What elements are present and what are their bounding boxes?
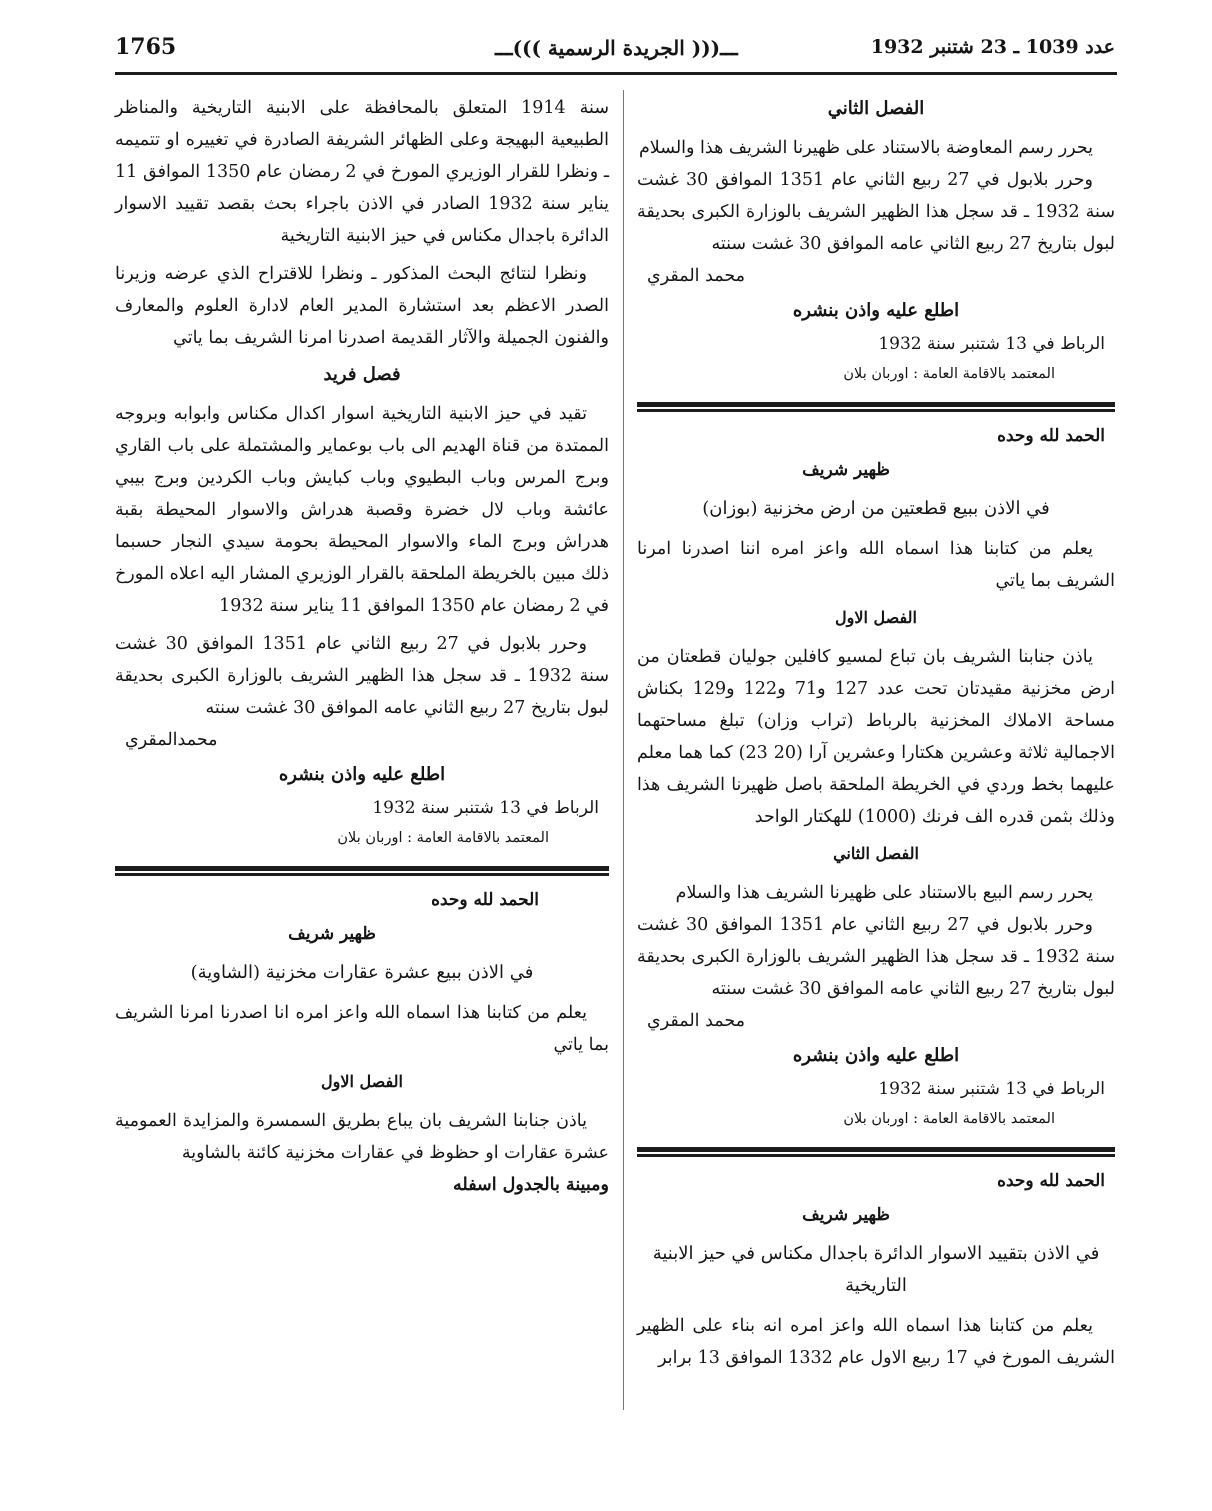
gazette-title: ـــ((( الجريدة الرسمية )))ـــ [495, 36, 738, 60]
written-at: وحرر بلابول في 27 ربيع الثاني عام 1351 الموافق 30 غشت سنة 1932 ـ قد سجل هذا الظهير الشريف بالوزارة الكبرى بحديقة لبول بتاريخ 27 ربيع الثاني عامه الموافق 30 غشت سنته [637, 915, 1115, 999]
section-divider [115, 866, 609, 873]
article-text: ياذن جنابنا الشريف بان يباع بطريق السمسرة والمزايدة العمومية عشرة عقارات او حظوظ في عقارات مخزنية كائنة بالشاوية [115, 1111, 609, 1163]
page-header [115, 36, 1115, 70]
section-heading: الفصل الاول [835, 608, 917, 627]
resident-general: المعتمد بالاقامة العامة : اوربان بلان [843, 1111, 1055, 1127]
approval-note: اطلع عليه واذن بنشره [792, 1045, 960, 1066]
written-at: وحرر بلابول في 27 ربيع الثاني عام 1351 الموافق 30 غشت سنة 1932 ـ قد سجل هذا الظهير الشريف بالوزارة الكبرى بحديقة لبول بتاريخ 27 ربيع الثاني عامه الموافق 30 غشت سنته [637, 170, 1115, 254]
section-divider [637, 1147, 1115, 1154]
approval-note: اطلع عليه واذن بنشره [278, 764, 446, 785]
section-heading: الفصل الثاني [833, 844, 919, 863]
dahir-subject: في الاذن بتقييد الاسوار الدائرة باجدال مكناس في حيز الابنية التاريخية [652, 1243, 1100, 1296]
dahir-intro: يعلم من كتابنا هذا اسماه الله واعز امره انه بناء على الظهير الشريف المورخ في 17 ربيع الاول عام 1332 الموافق 13 برابر [637, 1316, 1115, 1368]
section-divider [637, 402, 1115, 409]
resident-general: المعتمد بالاقامة العامة : اوربان بلان [337, 830, 549, 846]
article-text: يحرر رسم المعاوضة بالاستناد على ظهيرنا الشريف هذا والسلام [638, 138, 1093, 158]
dahir-intro: يعلم من كتابنا هذا اسماه الله واعز امره انا اصدرنا امرنا الشريف بما ياتي [115, 1003, 609, 1055]
dahir-intro: يعلم من كتابنا هذا اسماه الله واعز امره اننا اصدرنا امرنا الشريف بما ياتي [637, 539, 1115, 591]
signatory: محمدالمقري [125, 730, 218, 750]
dahir-subject: في الاذن ببيع قطعتين من ارض مخزنية (بوزان) [702, 498, 1050, 519]
place-date: الرباط في 13 شتنبر سنة 1932 [878, 1079, 1105, 1099]
place-date: الرباط في 13 شتنبر سنة 1932 [878, 334, 1105, 354]
page-number: 1765 [115, 34, 177, 60]
article-text: ونظرا لنتائج البحث المذكور ـ ونظرا للاقتراح الذي عرضه وزيرنا الصدر الاعظم بعد استشارة المدير العام لادارة العلوم والمعارف والفنون الجميلة والآثار القديمة اصدرنا امرنا الشريف بما ياتي [115, 264, 609, 348]
signature-line [115, 724, 609, 756]
place-date: الرباط في 13 شتنبر سنة 1932 [372, 798, 599, 818]
dahir-subject: في الاذن ببيع عشرة عقارات مخزنية (الشاوية) [190, 962, 534, 983]
invocation: الحمد لله وحده [997, 426, 1105, 446]
article-text: تقيد في حيز الابنية التاريخية اسوار اكدال مكناس وابوابه وبروجه الممتدة من قناة الهديم الى باب بوعماير والمشتملة على باب القاري وبرج المرس وباب البطيوي وباب كبايش وباب الكردين وبرج بيبي عائشة وباب لال خضرة وقصبة هدراش والاسوار المحيطة بقبة هدراش وبرج الماء والاسوار المحيطة بحومة سيدي النجار حسبما ذلك مبين بالخريطة الملحقة بالقرار الوزيري المشار اليه اعلاه المورخ في 2 رمضان عام 1350 الموافق 11 يناير سنة 1932 [115, 404, 609, 616]
signatory: محمد المقري [647, 1011, 746, 1031]
signature-line [637, 260, 1115, 292]
article-text: ياذن جنابنا الشريف بان تباع لمسيو كافلين جوليان قطعتان من ارض مخزنية مقيدتان تحت عدد 127 و71 و122 و129 بكناش مساحة الاملاك المخزنية بالرباط (تراب وزان) تبلغ مساحتهما الاجمالية ثلاثة وعشرين هكتارا وعشرين آرا (20 23) كما هما معلم عليهما بخط وردي في الخريطة الملحقة باصل ظهيرنا الشريف هذا وذلك بثمن قدره الف فرنك (1000) للهكتار الواحد [637, 647, 1116, 827]
right-column [637, 88, 1115, 1374]
invocation: الحمد لله وحده [997, 1171, 1105, 1191]
section-heading: فصل فريد [323, 364, 401, 385]
dahir-title: ظهير شريف [802, 460, 890, 480]
continued-text: سنة 1914 المتعلق بالمحافظة على الابنية التاريخية والمناظر الطبيعية البهيجة وعلى الظهائر الشريفة الصادرة في تغييره او تتميمه ـ ونظرا للقرار الوزيري المورخ في 2 رمضان عام 1350 الموافق 11 يناير سنة 1932 الصادر في الاذن باجراء بحث بقصد تقييد الاسوار الدائرة باجدال مكناس في حيز الابنية التاريخية [115, 98, 610, 246]
left-column [115, 92, 609, 1201]
approval-note: اطلع عليه واذن بنشره [792, 300, 960, 321]
column-separator [623, 90, 624, 1410]
section-heading: الفصل الاول [321, 1072, 403, 1091]
article-text: يحرر رسم البيع بالاستناد على ظهيرنا الشريف هذا والسلام [675, 883, 1093, 903]
dahir-title: ظهير شريف [802, 1205, 890, 1225]
signatory: محمد المقري [647, 266, 746, 286]
invocation: الحمد لله وحده [431, 890, 539, 910]
article-text-end: ومبينة بالجدول اسفله [453, 1175, 609, 1195]
header-rule [115, 72, 1117, 75]
issue-date: عدد 1039 ـ 23 شتنبر 1932 [870, 36, 1115, 58]
dahir-title: ظهير شريف [288, 924, 376, 944]
signature-line [637, 1005, 1115, 1037]
section-heading: الفصل الثاني [827, 98, 925, 119]
resident-general: المعتمد بالاقامة العامة : اوربان بلان [843, 366, 1055, 382]
written-at: وحرر بلابول في 27 ربيع الثاني عام 1351 الموافق 30 غشت سنة 1932 ـ قد سجل هذا الظهير الشريف بالوزارة الكبرى بحديقة لبول بتاريخ 27 ربيع الثاني عامه الموافق 30 غشت سنته [115, 634, 609, 718]
